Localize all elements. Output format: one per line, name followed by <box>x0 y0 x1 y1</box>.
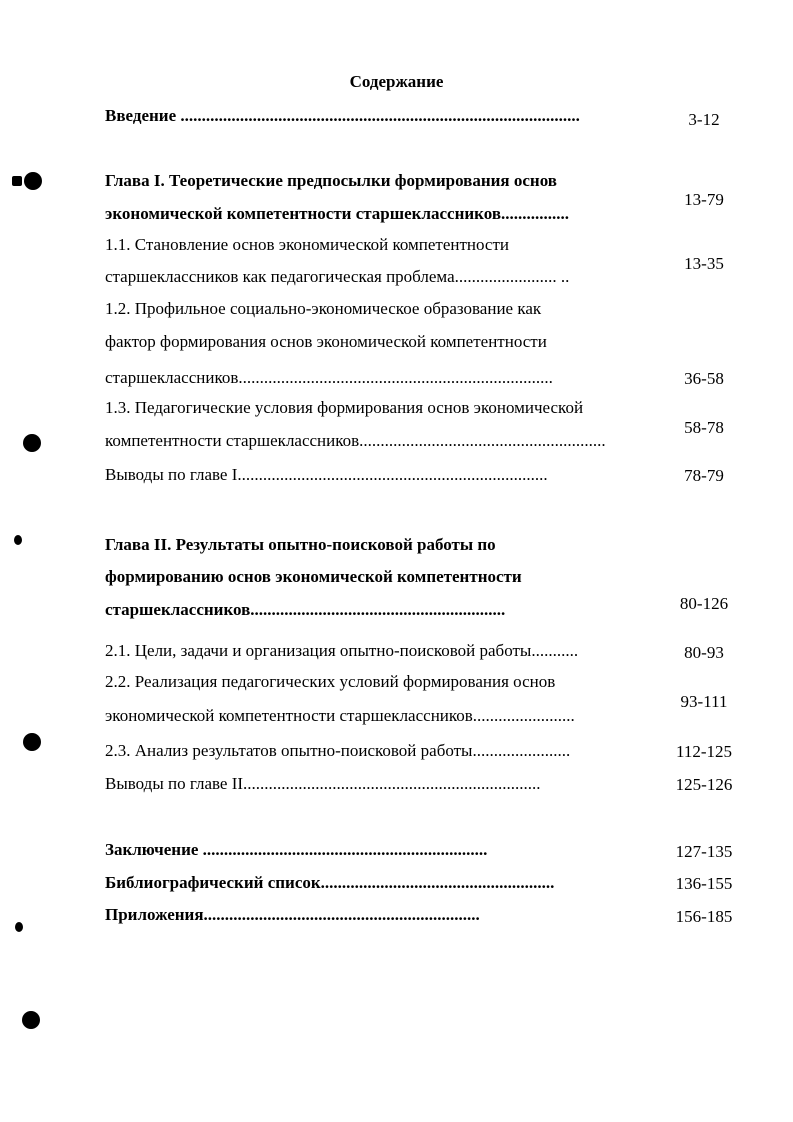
toc-section-1-1-line-1: 1.1. Становление основ экономической компетентности <box>105 235 510 254</box>
toc-section-1-1-pages: 13-35 <box>684 254 724 273</box>
punch-hole <box>22 1011 40 1029</box>
toc-chapter-1-line-1: Глава I. Теоретические предпосылки формирования основ <box>105 171 557 190</box>
punch-hole <box>23 733 41 751</box>
toc-chapter-1-pages: 13-79 <box>684 190 724 209</box>
toc-section-1-3-line-2: компетентности старшеклассников.......................................................... <box>105 431 606 450</box>
toc-chapter-2-line-2: формированию основ экономической компетентности <box>105 567 522 586</box>
toc-conclusions-1: Выводы по главе I......................................................................... <box>105 465 548 484</box>
toc-section-2-2-line-1: 2.2. Реализация педагогических условий формирования основ <box>105 672 556 691</box>
toc-intro: Введение .............................................................................................. <box>105 106 580 125</box>
toc-section-2-2-pages: 93-111 <box>680 692 728 711</box>
toc-section-2-3: 2.3. Анализ результатов опытно-поисковой работы....................... <box>105 741 571 760</box>
toc-conclusion: Заключение ................................................................... <box>105 840 488 859</box>
toc-section-2-3-pages: 112-125 <box>675 742 733 761</box>
toc-appendices-pages: 156-185 <box>675 907 733 926</box>
toc-section-1-2-line-3: старшеклассников.......................................................................... <box>105 368 553 387</box>
toc-section-1-2-pages: 36-58 <box>684 369 724 388</box>
toc-conclusions-1-pages: 78-79 <box>684 466 724 485</box>
scan-mark <box>14 535 22 545</box>
toc-chapter-2-line-3: старшеклассников............................................................ <box>105 600 506 619</box>
toc-section-2-1: 2.1. Цели, задачи и организация опытно-поисковой работы........... <box>105 641 579 660</box>
toc-section-1-2-line-2: фактор формирования основ экономической компетентности <box>105 332 547 351</box>
punch-hole <box>23 434 41 452</box>
toc-bibliography: Библиографический список....................................................... <box>105 873 555 892</box>
toc-conclusions-2-pages: 125-126 <box>675 775 733 794</box>
toc-section-1-3-pages: 58-78 <box>684 418 724 437</box>
toc-conclusion-pages: 127-135 <box>675 842 733 861</box>
toc-section-2-2-line-2: экономической компетентности старшеклассников........................ <box>105 706 575 725</box>
toc-chapter-2-pages: 80-126 <box>679 594 729 613</box>
toc-appendices: Приложения................................................................. <box>105 905 480 924</box>
toc-chapter-2-line-1: Глава II. Результаты опытно-поисковой работы по <box>105 535 496 554</box>
toc-bibliography-pages: 136-155 <box>675 874 733 893</box>
toc-section-1-3-line-1: 1.3. Педагогические условия формирования основ экономической <box>105 398 584 417</box>
toc-section-2-1-pages: 80-93 <box>684 643 724 662</box>
toc-section-1-2-line-1: 1.2. Профильное социально-экономическое образование как <box>105 299 542 318</box>
page-title: Содержание <box>349 72 444 91</box>
punch-hole <box>24 172 42 190</box>
toc-section-1-1-line-2: старшеклассников как педагогическая проблема........................ .. <box>105 267 570 286</box>
toc-chapter-1-line-2: экономической компетентности старшеклассников................ <box>105 204 570 223</box>
scan-mark <box>15 922 23 932</box>
toc-conclusions-2: Выводы по главе II...................................................................... <box>105 774 541 793</box>
scan-mark <box>12 176 22 186</box>
toc-intro-pages: 3-12 <box>688 110 720 129</box>
